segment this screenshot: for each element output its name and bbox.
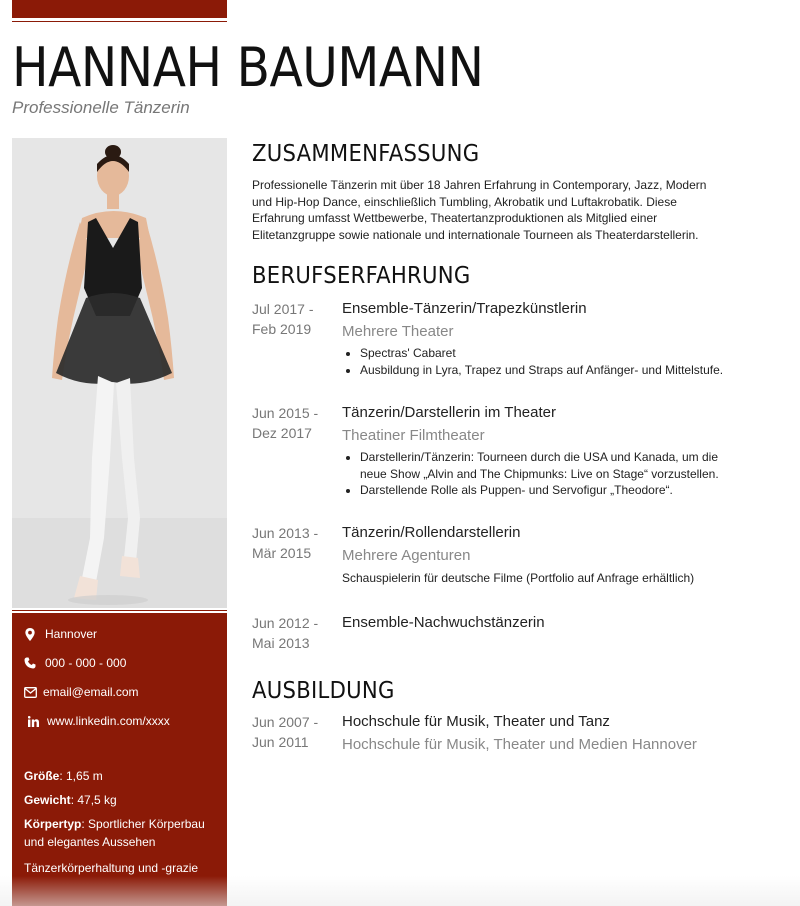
job-date-end: Dez 2017 <box>252 425 312 441</box>
education-title: Hochschule für Musik, Theater und Tanz <box>342 713 610 730</box>
job-title: Tänzerin/Rollendarstellerin <box>342 524 521 541</box>
contact-location-text: Hannover <box>45 627 98 641</box>
education-date-start: Jun 2007 - <box>252 714 319 730</box>
education-date <box>252 712 332 752</box>
job-company: Mehrere Agenturen <box>342 547 471 564</box>
list-item: • Darstellerin/Tänzerin: Tourneen durch die USA und Kanada, um die neue Show „Alvin and The Chipmunks: Live on Stage“ vorzustellen. <box>360 449 730 482</box>
attr-height-value: : 1,65 m <box>59 769 103 783</box>
attr-weight-value: : 47,5 kg <box>70 793 117 807</box>
attr-body-value: : Sportlicher Körperbau und elegantes Aussehen <box>24 817 205 849</box>
attr-height-label: Größe <box>24 769 60 783</box>
page-title: HANNAH BAUMANN <box>12 36 484 99</box>
job-company: Theatiner Filmtheater <box>342 427 485 444</box>
job-date <box>252 613 332 653</box>
dancer-illustration <box>12 138 227 608</box>
contact-linkedin-text[interactable]: www.linkedin.com/xxxx <box>47 714 170 728</box>
contact-location <box>24 627 97 641</box>
job-date-start: Jun 2012 - <box>252 615 319 631</box>
job-date-start: Jun 2015 - <box>252 405 319 421</box>
header-accent-bar <box>12 0 227 18</box>
job-date-start: Jun 2013 - <box>252 525 319 541</box>
attr-height <box>24 767 224 785</box>
profile-photo <box>12 138 227 608</box>
list-item: • Spectras' Cabaret <box>360 345 760 362</box>
attr-body-type <box>24 815 224 851</box>
list-item: • Darstellende Rolle als Puppen- und Servofigur „Theodore“. <box>360 482 730 499</box>
contact-linkedin <box>28 714 170 728</box>
sidebar <box>12 613 227 906</box>
header-accent-line <box>12 21 227 22</box>
education-date-end: Jun 2011 <box>252 734 309 750</box>
attr-weight <box>24 791 224 809</box>
contact-phone <box>24 656 126 670</box>
list-item: • Ausbildung in Lyra, Trapez und Straps auf Anfänger- und Mittelstufe. <box>360 362 760 379</box>
education-heading: AUSBILDUNG <box>252 678 395 704</box>
job-title: Ensemble-Tänzerin/Trapezkünstlerin <box>342 300 587 317</box>
summary-text: Professionelle Tänzerin mit über 18 Jahren Erfahrung in Contemporary, Jazz, Modern und Hip-Hop Dance, einschließlich Tumbling, Akrobatik und Luftakrobatik. Diese Erfahrung umfasst Wettbewerbe, Theatertanzproduktionen als Mitglied einer Elitetanzgruppe sowie nationale und internationale Tourneen als Theaterdarstellerin. <box>252 178 707 242</box>
job-company: Mehrere Theater <box>342 323 454 340</box>
job-date-start: Jul 2017 - <box>252 301 314 317</box>
education-institution: Hochschule für Musik, Theater und Medien Hannover <box>342 736 697 753</box>
attr-weight-label: Gewicht <box>24 793 71 807</box>
job-date <box>252 403 332 443</box>
job-date-end: Mär 2015 <box>252 545 312 561</box>
job-date-end: Feb 2019 <box>252 321 312 337</box>
job-bullets <box>342 345 760 378</box>
job-date-end: Mai 2013 <box>252 635 310 651</box>
job-date <box>252 523 332 563</box>
contact-email <box>24 685 139 699</box>
photo-divider-line <box>12 610 227 611</box>
linkedin-icon <box>28 716 39 727</box>
job-title: Ensemble-Nachwuchstänzerin <box>342 614 545 631</box>
experience-heading: BERUFSERFAHRUNG <box>252 263 471 289</box>
attr-posture: Tänzerkörperhaltung und -grazie <box>24 861 199 875</box>
job-description: Schauspielerin für deutsche Filme (Portfolio auf Anfrage erhältlich) <box>342 571 695 585</box>
job-date <box>252 299 332 339</box>
envelope-icon <box>24 687 37 698</box>
job-bullets <box>342 449 730 499</box>
location-pin-icon <box>24 628 36 641</box>
contact-phone-text: 000 - 000 - 000 <box>45 656 127 670</box>
job-subtitle: Professionelle Tänzerin <box>12 98 190 117</box>
summary-heading: ZUSAMMENFASSUNG <box>252 141 480 167</box>
job-title: Tänzerin/Darstellerin im Theater <box>342 404 556 421</box>
phone-icon <box>24 657 36 669</box>
attr-body-label: Körpertyp <box>24 817 82 831</box>
contact-email-text[interactable]: email@email.com <box>43 685 139 699</box>
